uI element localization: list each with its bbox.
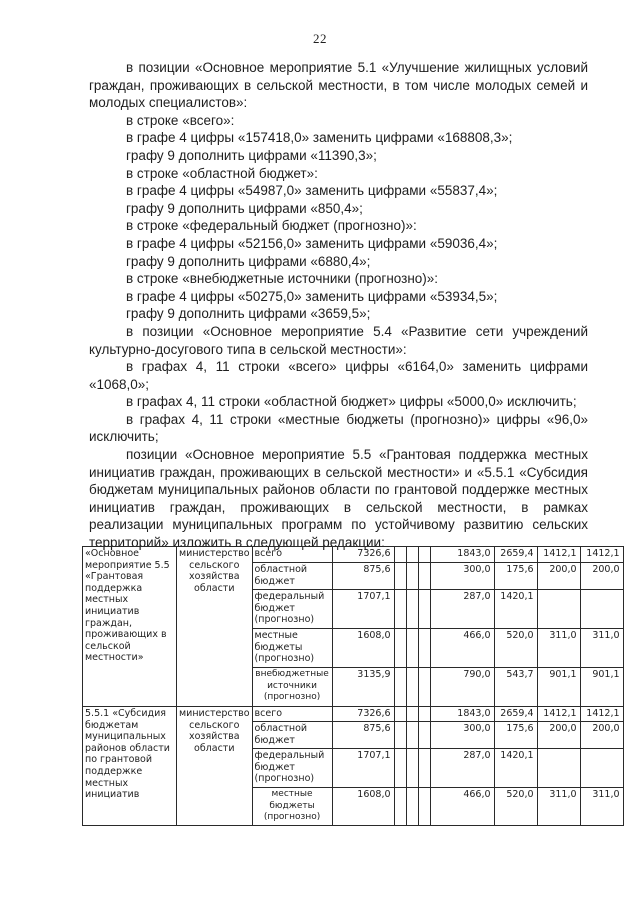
col9-value: 200,0 <box>537 722 580 749</box>
paragraph: позиции «Основное мероприятие 5.5 «Грантовая поддержка местных инициатив граждан, проживающих в сельской местности» и «5.5.1 «Субсидия бюджетам муниципальных районов области по грантовой поддержке местных инициатив граждан, проживающих в сельской местности, в рамках реализации муниципальных программ по устойчивому развитию сельских территорий» изложить в следующей редакции: <box>89 447 588 551</box>
funding-source: областной бюджет <box>252 722 332 749</box>
paragraph: графу 9 дополнить цифрами «11390,3»; <box>126 147 377 163</box>
col7-value: 466,0 <box>430 788 494 826</box>
col8-value: 520,0 <box>494 788 537 826</box>
empty-cell <box>418 788 430 826</box>
col8-value: 520,0 <box>494 629 537 668</box>
col7-value: 1843,0 <box>430 707 494 722</box>
paragraph: в графе 4 цифры «54987,0» заменить цифрами «55837,4»; <box>126 183 498 199</box>
col9-value: 901,1 <box>537 668 580 707</box>
table-row <box>83 707 624 722</box>
funding-source: федеральный бюджет (прогнозно) <box>252 590 332 629</box>
empty-cell <box>418 563 430 590</box>
paragraph: в позиции «Основное мероприятие 5.1 «Улучшение жилищных условий граждан, проживающих в сельской местности, в том числе молодых семей и молодых специалистов»: <box>89 60 588 111</box>
empty-cell <box>406 707 418 722</box>
col8-value: 2659,4 <box>494 547 537 563</box>
empty-cell <box>406 749 418 788</box>
paragraph: в строке «внебюджетные источники (прогнозно)»: <box>126 271 439 287</box>
paragraph: в строке «федеральный бюджет (прогнозно)»: <box>126 218 417 234</box>
empty-cell <box>418 707 430 722</box>
empty-cell <box>406 590 418 629</box>
col10-value <box>580 749 623 788</box>
empty-cell <box>418 749 430 788</box>
empty-cell <box>406 788 418 826</box>
funding-source: внебюджетные источники (прогнозно) <box>252 668 332 707</box>
col8-value: 1420,1 <box>494 590 537 629</box>
funding-source: местные бюджеты (прогнозно) <box>252 788 332 826</box>
paragraph: графу 9 дополнить цифрами «850,4»; <box>126 200 363 216</box>
paragraph: графу 9 дополнить цифрами «6880,4»; <box>126 253 371 269</box>
col8-value: 1420,1 <box>494 749 537 788</box>
executor: министерство сельского хозяйства области <box>177 707 253 826</box>
paragraph: в строке «всего»: <box>126 112 235 128</box>
measure-name: «Основное мероприятие 5.5 «Грантовая поддержка местных инициатив граждан, проживающих в сельской местности» <box>83 547 177 707</box>
empty-cell <box>418 668 430 707</box>
col10-value: 901,1 <box>580 668 623 707</box>
paragraph: в позиции «Основное мероприятие 5.4 «Развитие сети учреждений культурно-досугового типа в сельской местности»: <box>89 323 588 357</box>
empty-cell <box>418 629 430 668</box>
col8-value: 175,6 <box>494 563 537 590</box>
col4-value: 1608,0 <box>332 629 394 668</box>
col10-value: 311,0 <box>580 629 623 668</box>
col7-value: 287,0 <box>430 590 494 629</box>
table-row <box>83 547 624 563</box>
col4-value: 875,6 <box>332 563 394 590</box>
col7-value: 1843,0 <box>430 547 494 563</box>
page-number: 22 <box>313 31 327 46</box>
funding-source: местные бюджеты (прогнозно) <box>252 629 332 668</box>
paragraph: в графах 4, 11 строки «всего» цифры «6164,0» заменить цифрами «1068,0»; <box>89 359 588 392</box>
empty-cell <box>394 749 406 788</box>
funding-source: всего <box>252 707 332 722</box>
col9-value: 200,0 <box>537 563 580 590</box>
col4-value: 7326,6 <box>332 547 394 563</box>
paragraph: в графе 4 цифры «157418,0» заменить цифрами «168808,3»; <box>126 130 513 146</box>
col4-value: 1707,1 <box>332 749 394 788</box>
empty-cell <box>406 563 418 590</box>
document-body <box>89 59 588 552</box>
funding-source: всего <box>252 547 332 563</box>
col9-value <box>537 749 580 788</box>
paragraph: в графах 4, 11 строки «областной бюджет» цифры «5000,0» исключить; <box>126 394 577 410</box>
col7-value: 466,0 <box>430 629 494 668</box>
col10-value: 1412,1 <box>580 547 623 563</box>
empty-cell <box>418 722 430 749</box>
col10-value: 200,0 <box>580 563 623 590</box>
col9-value: 1412,1 <box>537 547 580 563</box>
empty-cell <box>418 547 430 563</box>
col4-value: 875,6 <box>332 722 394 749</box>
col4-value: 1707,1 <box>332 590 394 629</box>
col4-value: 3135,9 <box>332 668 394 707</box>
empty-cell <box>394 722 406 749</box>
col9-value <box>537 590 580 629</box>
col10-value <box>580 590 623 629</box>
col8-value: 2659,4 <box>494 707 537 722</box>
empty-cell <box>394 563 406 590</box>
empty-cell <box>394 629 406 668</box>
col9-value: 1412,1 <box>537 707 580 722</box>
col10-value: 200,0 <box>580 722 623 749</box>
col9-value: 311,0 <box>537 629 580 668</box>
paragraph: в графе 4 цифры «52156,0» заменить цифрами «59036,4»; <box>126 235 498 251</box>
col7-value: 300,0 <box>430 722 494 749</box>
empty-cell <box>394 590 406 629</box>
paragraph: в графе 4 цифры «50275,0» заменить цифрами «53934,5»; <box>126 288 498 304</box>
col4-value: 1608,0 <box>332 788 394 826</box>
col7-value: 300,0 <box>430 563 494 590</box>
empty-cell <box>394 707 406 722</box>
empty-cell <box>418 590 430 629</box>
empty-cell <box>394 788 406 826</box>
paragraph: графу 9 дополнить цифрами «3659,5»; <box>126 306 371 322</box>
measure-name: 5.5.1 «Субсидия бюджетам муниципальных районов области по грантовой поддержке местных инициатив <box>83 707 177 826</box>
paragraph: в графах 4, 11 строки «местные бюджеты (прогнозно)» цифры «96,0» исключить; <box>89 411 588 445</box>
funding-source: федеральный бюджет (прогнозно) <box>252 749 332 788</box>
col8-value: 175,6 <box>494 722 537 749</box>
col10-value: 311,0 <box>580 788 623 826</box>
funding-source: областной бюджет <box>252 563 332 590</box>
empty-cell <box>394 668 406 707</box>
col7-value: 790,0 <box>430 668 494 707</box>
col7-value: 287,0 <box>430 749 494 788</box>
empty-cell <box>406 668 418 707</box>
col10-value: 1412,1 <box>580 707 623 722</box>
executor: министерство сельского хозяйства области <box>177 547 253 707</box>
empty-cell <box>394 547 406 563</box>
funding-table <box>82 546 624 826</box>
col4-value: 7326,6 <box>332 707 394 722</box>
col8-value: 543,7 <box>494 668 537 707</box>
empty-cell <box>406 722 418 749</box>
col9-value: 311,0 <box>537 788 580 826</box>
empty-cell <box>406 547 418 563</box>
paragraph: в строке «областной бюджет»: <box>126 165 318 181</box>
empty-cell <box>406 629 418 668</box>
